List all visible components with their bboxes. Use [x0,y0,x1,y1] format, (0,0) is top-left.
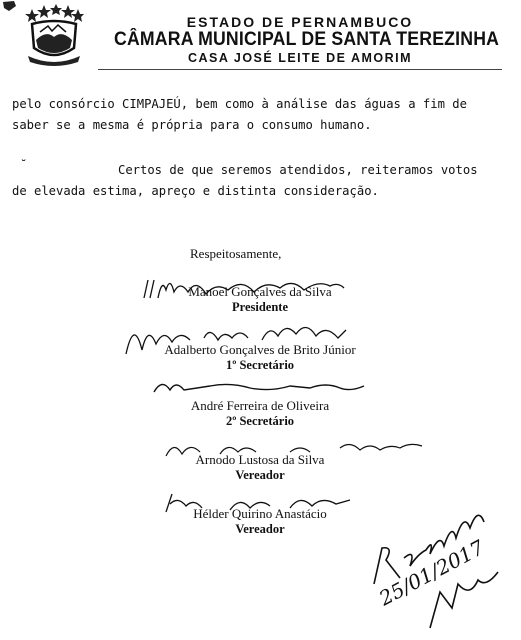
letterhead-state: ESTADO DE PERNAMBUCO [186,14,414,30]
letterhead-divider [98,69,502,70]
signatory-role: 1º Secretário [225,358,295,372]
signatory-name: Hélder Quirino Anastácio [193,506,327,521]
municipal-crest-logo [24,4,84,68]
body-line: saber se a mesma é própria para o consumo humano. [12,118,372,132]
letterhead-chamber: CÂMARA MUNICIPAL DE SANTA TEREZINHA [114,29,500,50]
signatory-name: Adalberto Gonçalves de Brito Júnior [164,342,356,357]
signatory-role: Vereador [235,468,285,482]
signatory-role: Vereador [235,522,285,536]
margin-tick-mark: ˘ [20,158,28,172]
signatory-role: Presidente [231,300,288,314]
signatory-name: Manoel Gonçalves da Silva [188,284,332,299]
receipt-date: 25/01/2017 [375,535,489,611]
signatory-name: Arnodo Lustosa da Silva [195,452,325,467]
corner-bookmark-icon [2,0,18,12]
signatory-role: 2º Secretário [225,414,295,428]
letterhead-house: CASA JOSÉ LEITE DE AMORIM [187,51,413,65]
body-line: de elevada estima, apreço e distinta consideração. [12,184,379,198]
closing-salutation: Respeitosamente, [190,246,282,261]
body-line: pelo consórcio CIMPAJEÚ, bem como à análise das águas a fim de [12,97,467,111]
body-paragraph-1 [12,94,512,136]
body-paragraph-2 [12,160,512,202]
body-line: Certos de que seremos atendidos, reiteramos votos [118,163,478,177]
signatory-name: André Ferreira de Oliveira [190,398,330,413]
handwritten-signature [150,376,370,400]
